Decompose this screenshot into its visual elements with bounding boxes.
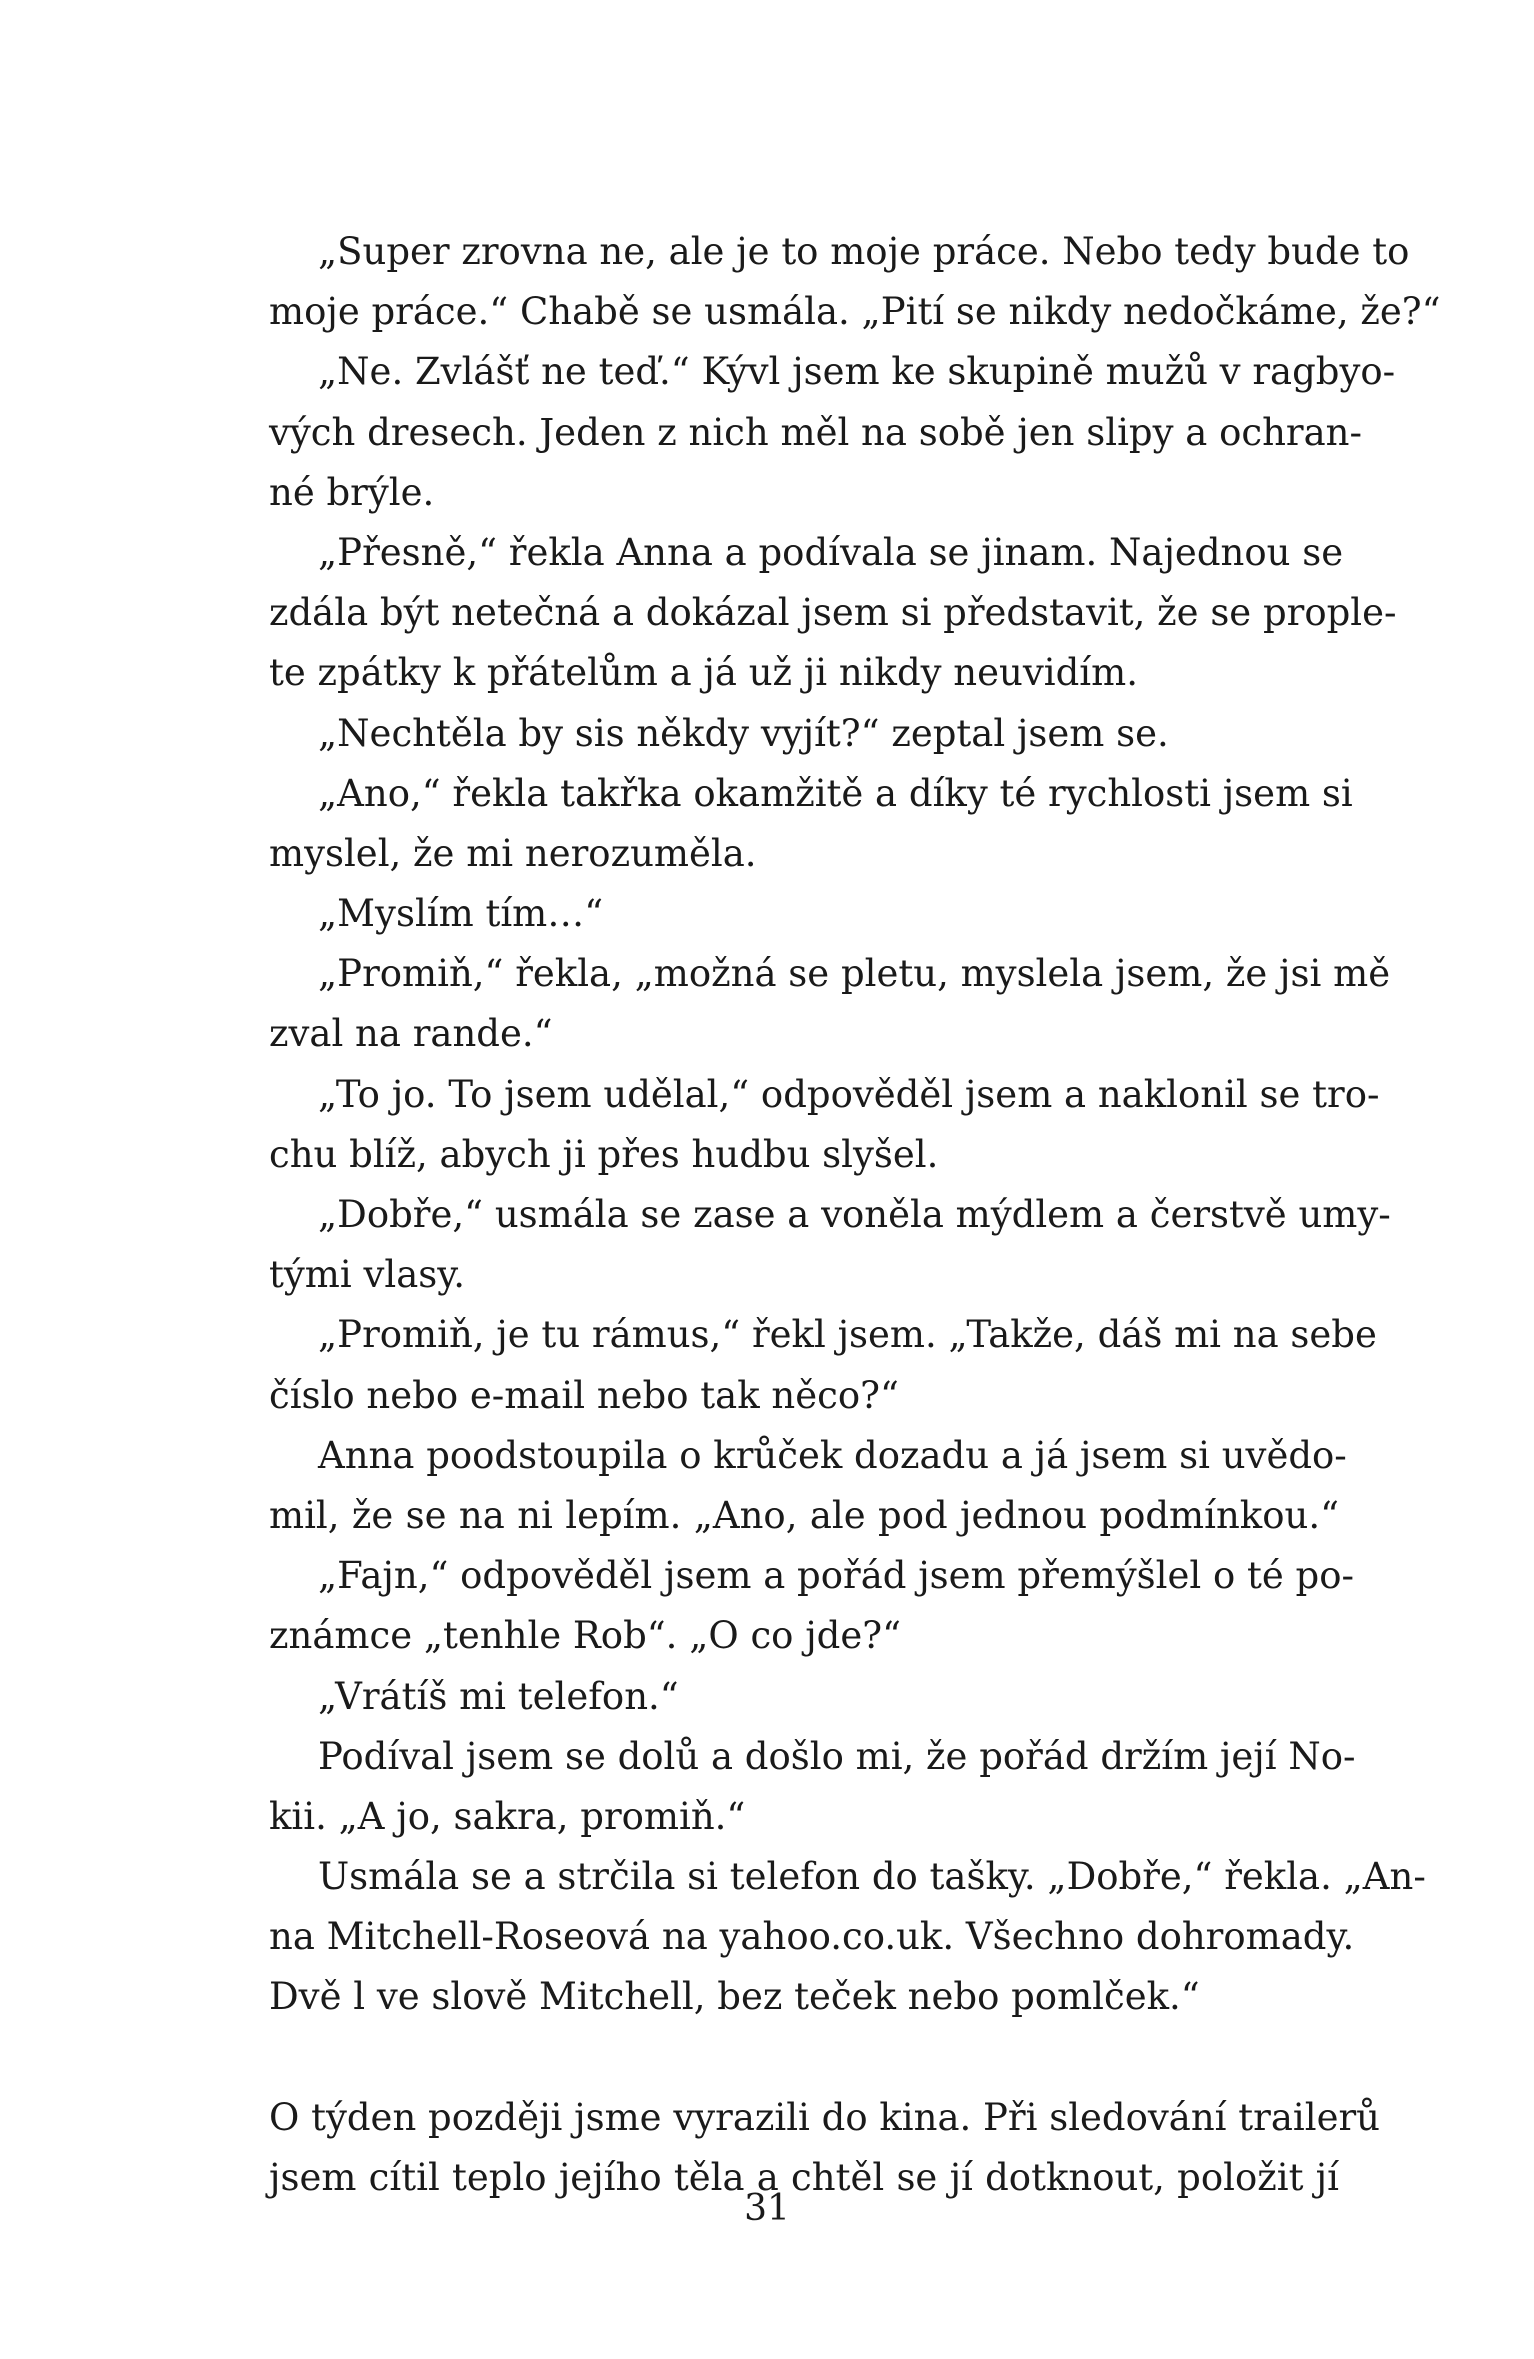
text-line: O týden později jsme vyrazili do kina. Při sledování trailerů <box>269 2095 1380 2139</box>
text-line: „Vrátíš mi telefon.“ <box>318 1674 679 1718</box>
text-line: chu blíž, abych ji přes hudbu slyšel. <box>269 1132 939 1176</box>
text-line: moje práce.“ Chabě se usmála. „Pití se nikdy nedočkáme, že?“ <box>269 290 1441 334</box>
text-line: „Ano,“ řekla takřka okamžitě a díky té rychlosti jsem si <box>318 771 1353 815</box>
section-break <box>269 2028 1339 2088</box>
page-number: 31 <box>744 2188 790 2229</box>
text-line: „To jo. To jsem udělal,“ odpověděl jsem a naklonil se tro- <box>318 1072 1380 1116</box>
text-line: te zpátky k přátelům a já už ji nikdy neuvidím. <box>269 651 1138 695</box>
text-line: na Mitchell-Roseová na yahoo.co.uk. Všechno dohromady. <box>269 1915 1355 1959</box>
text-line: „Promiň, je tu rámus,“ řekl jsem. „Takže, dáš mi na sebe <box>318 1313 1377 1357</box>
text-line: mil, že se na ni lepím. „Ano, ale pod jednou podmínkou.“ <box>269 1493 1339 1537</box>
text-line: tými vlasy. <box>269 1253 465 1297</box>
text-line: vých dresech. Jeden z nich měl na sobě jen slipy a ochran- <box>269 410 1362 454</box>
text-line: Dvě l ve slově Mitchell, bez teček nebo pomlček.“ <box>269 1975 1200 2019</box>
text-line: kii. „A jo, sakra, promiň.“ <box>269 1794 746 1838</box>
text-line: „Fajn,“ odpověděl jsem a pořád jsem přemýšlel o té po- <box>318 1554 1354 1598</box>
text-line: né brýle. <box>269 470 435 514</box>
text-line: „Myslím tím…“ <box>318 892 604 936</box>
text-line: „Super zrovna ne, ale je to moje práce. Nebo tedy bude to <box>318 230 1410 273</box>
text-line: jsem cítil teplo jejího těla a chtěl se jí dotknout, položit jí <box>269 2156 1339 2199</box>
text-line: Podíval jsem se dolů a došlo mi, že pořád držím její No- <box>318 1734 1356 1778</box>
text-line: zval na rande.“ <box>269 1012 553 1056</box>
text-line: myslel, že mi nerozuměla. <box>269 831 757 875</box>
text-line: „Promiň,“ řekla, „možná se pletu, myslela jsem, že jsi mě <box>318 952 1391 996</box>
text-line: zdála být netečná a dokázal jsem si představit, že se prople- <box>269 591 1397 635</box>
text-line: „Nechtěla by sis někdy vyjít?“ zeptal jsem se. <box>318 711 1169 755</box>
text-line: „Dobře,“ usmála se zase a voněla mýdlem a čerstvě umy- <box>318 1193 1391 1236</box>
text-line: „Přesně,“ řekla Anna a podívala se jinam. Najednou se <box>318 530 1344 574</box>
text-line: Usmála se a strčila si telefon do tašky. „Dobře,“ řekla. „An- <box>318 1855 1426 1899</box>
text-line: známce „tenhle Rob“. „O co jde?“ <box>269 1614 902 1658</box>
text-line: „Ne. Zvlášť ne teď.“ Kývl jsem ke skupině mužů v ragbyo- <box>318 350 1396 394</box>
body-text <box>269 222 1441 2208</box>
text-line: číslo nebo e-mail nebo tak něco?“ <box>269 1373 899 1417</box>
text-line: Anna poodstoupila o krůček dozadu a já jsem si uvědo- <box>318 1433 1347 1477</box>
